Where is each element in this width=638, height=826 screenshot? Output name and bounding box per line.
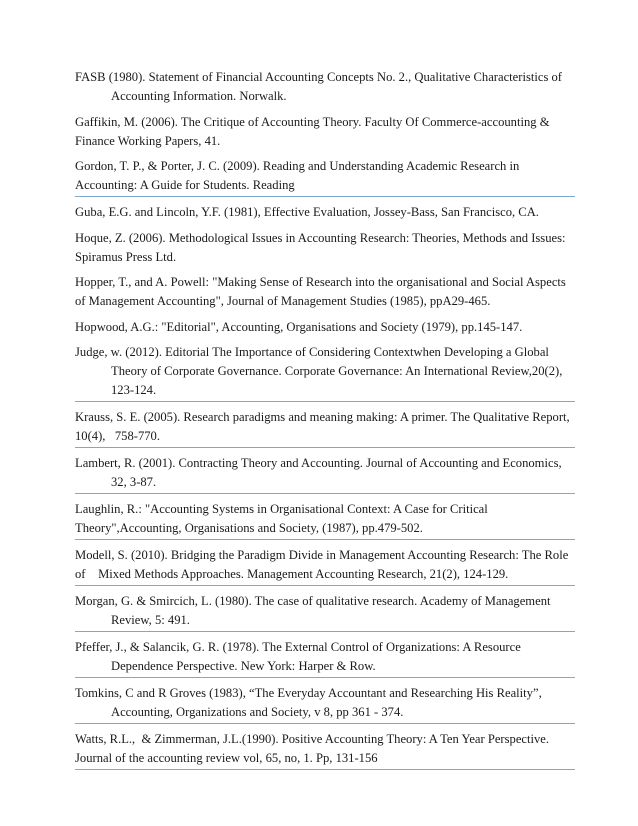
reference-entry-watts[interactable]: Watts, R.L., & Zimmerman, J.L.(1990). Positive Accounting Theory: A Ten Year Perspective. Journal of the accounting review vol, 65, no, 1. Pp, 131-156 <box>75 730 575 770</box>
reference-entry-guba: Guba, E.G. and Lincoln, Y.F. (1981), Effective Evaluation, Jossey-Bass, San Francisco, CA. <box>75 205 539 219</box>
reference-entry-hoque: Hoque, Z. (2006). Methodological Issues in Accounting Research: Theories, Methods and Issues: Spiramus Press Ltd. <box>75 230 585 264</box>
reference-entry-modell[interactable]: Modell, S. (2010). Bridging the Paradigm Divide in Management Accounting Research: The Role of Mixed Methods Approaches. Management Accounting Research, 21(2), 124-129. <box>75 546 575 586</box>
reference-entry-judge[interactable]: Judge, w. (2012). Editorial The Importance of Considering Contextwhen Developing a Global Theory of Corporate Governance. Corporate Governance: An International Review,20(2), 123-124. <box>75 343 575 402</box>
reference-entry-gordon[interactable]: Gordon, T. P., & Porter, J. C. (2009). Reading and Understanding Academic Research in Accounting: A Guide for Students. Reading <box>75 157 575 197</box>
reference-entry-fasb: FASB (1980). Statement of Financial Accounting Concepts No. 2., Qualitative Characteristics of Accounting Information. Norwalk. <box>75 70 565 103</box>
reference-entry-tomkins[interactable]: Tomkins, C and R Groves (1983), “The Everyday Accountant and Researching His Reality”, Accounting, Organizations and Society, v 8, pp 361 - 374. <box>75 684 575 724</box>
reference-entry-gaffikin: Gaffikin, M. (2006). The Critique of Accounting Theory. Faculty Of Commerce-accounting & Finance Working Papers, 41. <box>75 114 553 148</box>
reference-entry-krauss[interactable]: Krauss, S. E. (2005). Research paradigms and meaning making: A primer. The Qualitative Report, 10(4), 758-770. <box>75 408 575 448</box>
reference-entry-laughlin[interactable]: Laughlin, R.: "Accounting Systems in Organisational Context: A Case for Critical Theory",Accounting, Organisations and Society, (1987), pp.479-502. <box>75 500 575 540</box>
reference-entry-morgan[interactable]: Morgan, G. & Smircich, L. (1980). The case of qualitative research. Academy of Management Review, 5: 491. <box>75 592 575 632</box>
reference-entry-lambert[interactable]: Lambert, R. (2001). Contracting Theory and Accounting. Journal of Accounting and Economics, 32, 3-87. <box>75 454 575 494</box>
reference-list <box>75 68 585 776</box>
reference-entry-hopwood: Hopwood, A.G.: "Editorial", Accounting, Organisations and Society (1979), pp.145-147. <box>75 319 523 334</box>
reference-entry-hopper: Hopper, T., and A. Powell: "Making Sense of Research into the organisational and Social Aspects of Management Accounting", Journal of Management Studies (1985), ppA29-465. <box>75 275 569 308</box>
reference-entry-pfeffer[interactable]: Pfeffer, J., & Salancik, G. R. (1978). The External Control of Organizations: A Resource Dependence Perspective. New York: Harper & Row. <box>75 638 575 678</box>
